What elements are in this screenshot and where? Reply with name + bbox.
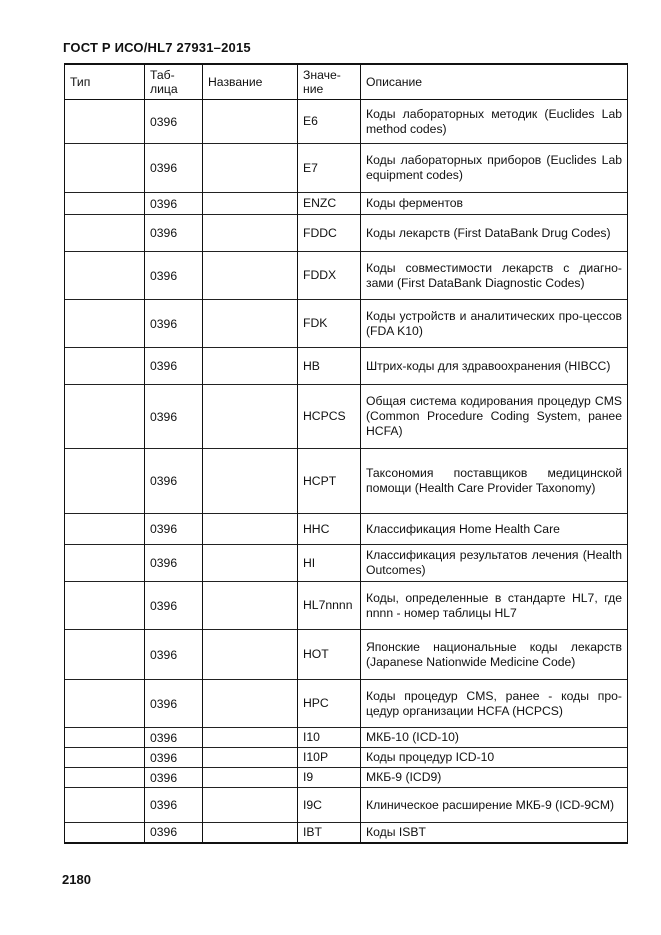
cell-name — [203, 630, 298, 680]
cell-value: I9 — [298, 768, 361, 788]
cell-description: Общая система кодирования процедур CMS (Common Procedure Coding System, ранее HCFA) — [361, 385, 628, 449]
cell-table: 0396 — [145, 728, 203, 748]
cell-table: 0396 — [145, 680, 203, 728]
cell-name — [203, 385, 298, 449]
cell-description: Классификация Home Health Care — [361, 514, 628, 545]
cell-description: Коды ферментов — [361, 193, 628, 215]
page-number: 2180 — [62, 872, 91, 887]
cell-table: 0396 — [145, 348, 203, 385]
cell-value: E6 — [298, 100, 361, 144]
cell-value: E7 — [298, 144, 361, 193]
table-row — [65, 300, 628, 348]
cell-value: FDK — [298, 300, 361, 348]
cell-value: HHC — [298, 514, 361, 545]
column-header-label: Таб- лица — [150, 68, 178, 96]
cell-table: 0396 — [145, 252, 203, 300]
table-row — [65, 514, 628, 545]
cell-value: IBT — [298, 823, 361, 843]
cell-name — [203, 348, 298, 385]
table-row — [65, 545, 628, 582]
column-header-name — [203, 64, 298, 100]
table-header-row — [65, 64, 628, 100]
table-row — [65, 449, 628, 514]
cell-name — [203, 215, 298, 252]
cell-value: HOT — [298, 630, 361, 680]
cell-description: Коды совместимости лекарств с диагно-зами (First DataBank Diagnostic Codes) — [361, 252, 628, 300]
column-header-label: Название — [208, 75, 263, 89]
cell-table: 0396 — [145, 768, 203, 788]
cell-table: 0396 — [145, 215, 203, 252]
cell-type — [65, 215, 145, 252]
table-row — [65, 193, 628, 215]
cell-description: Коды процедур ICD-10 — [361, 748, 628, 768]
cell-name — [203, 100, 298, 144]
cell-type — [65, 385, 145, 449]
cell-table: 0396 — [145, 788, 203, 823]
table-row — [65, 348, 628, 385]
cell-name — [203, 582, 298, 630]
cell-description: Японские национальные коды лекарств (Japanese Nationwide Medicine Code) — [361, 630, 628, 680]
cell-type — [65, 768, 145, 788]
cell-type — [65, 193, 145, 215]
cell-table: 0396 — [145, 748, 203, 768]
table-row — [65, 728, 628, 748]
cell-description: Коды лекарств (First DataBank Drug Codes) — [361, 215, 628, 252]
table-row — [65, 748, 628, 768]
cell-type — [65, 449, 145, 514]
column-header-table — [145, 64, 203, 100]
cell-type — [65, 252, 145, 300]
cell-table: 0396 — [145, 144, 203, 193]
cell-table: 0396 — [145, 100, 203, 144]
cell-type — [65, 748, 145, 768]
cell-name — [203, 144, 298, 193]
cell-value: FDDX — [298, 252, 361, 300]
cell-value: I10 — [298, 728, 361, 748]
table-row — [65, 252, 628, 300]
cell-name — [203, 514, 298, 545]
table-row — [65, 768, 628, 788]
cell-name — [203, 768, 298, 788]
cell-description: Коды ISBT — [361, 823, 628, 843]
column-header-label: Описание — [366, 75, 423, 89]
cell-name — [203, 823, 298, 843]
cell-type — [65, 545, 145, 582]
cell-name — [203, 252, 298, 300]
cell-table: 0396 — [145, 193, 203, 215]
cell-table: 0396 — [145, 630, 203, 680]
table-row — [65, 680, 628, 728]
cell-type — [65, 144, 145, 193]
cell-description: Коды лабораторных методик (Euclides Lab method codes) — [361, 100, 628, 144]
table-row — [65, 215, 628, 252]
cell-type — [65, 788, 145, 823]
cell-description: Коды лабораторных приборов (Euclides Lab equipment codes) — [361, 144, 628, 193]
cell-description: МКБ-9 (ICD9) — [361, 768, 628, 788]
table-row — [65, 582, 628, 630]
cell-table: 0396 — [145, 514, 203, 545]
column-header-value — [298, 64, 361, 100]
table-row — [65, 100, 628, 144]
cell-value: HCPT — [298, 449, 361, 514]
codes-table — [64, 63, 628, 844]
cell-value: HL7nnnn — [298, 582, 361, 630]
cell-description: Таксономия поставщиков медицинской помощи (Health Care Provider Taxonomy) — [361, 449, 628, 514]
cell-table: 0396 — [145, 449, 203, 514]
cell-value: FDDC — [298, 215, 361, 252]
column-header-description — [361, 64, 628, 100]
cell-name — [203, 545, 298, 582]
cell-table: 0396 — [145, 385, 203, 449]
cell-type — [65, 582, 145, 630]
column-header-label: Значе- ние — [303, 68, 341, 96]
cell-value: I9C — [298, 788, 361, 823]
cell-table: 0396 — [145, 582, 203, 630]
table-row — [65, 144, 628, 193]
cell-value: HPC — [298, 680, 361, 728]
cell-type — [65, 100, 145, 144]
cell-description: Коды, определенные в стандарте HL7, где nnnn - номер таблицы HL7 — [361, 582, 628, 630]
cell-description: Клиническое расширение МКБ-9 (ICD-9CM) — [361, 788, 628, 823]
cell-description: Классификация результатов лечения (Health Outcomes) — [361, 545, 628, 582]
cell-description: Штрих-коды для здравоохранения (HIBCC) — [361, 348, 628, 385]
cell-description: Коды процедур CMS, ранее - коды про-цедур организации HCFA (HCPCS) — [361, 680, 628, 728]
cell-description: Коды устройств и аналитических про-цессов (FDA K10) — [361, 300, 628, 348]
document-header: ГОСТ Р ИСО/HL7 27931–2015 — [63, 40, 251, 55]
cell-description: МКБ-10 (ICD-10) — [361, 728, 628, 748]
cell-type — [65, 680, 145, 728]
cell-table: 0396 — [145, 300, 203, 348]
cell-type — [65, 348, 145, 385]
cell-type — [65, 728, 145, 748]
cell-value: HB — [298, 348, 361, 385]
cell-value: HCPCS — [298, 385, 361, 449]
cell-type — [65, 630, 145, 680]
cell-name — [203, 193, 298, 215]
cell-name — [203, 449, 298, 514]
cell-name — [203, 748, 298, 768]
cell-type — [65, 514, 145, 545]
column-header-type — [65, 64, 145, 100]
table-row — [65, 630, 628, 680]
cell-name — [203, 680, 298, 728]
cell-name — [203, 300, 298, 348]
column-header-label: Тип — [70, 75, 91, 89]
cell-type — [65, 300, 145, 348]
cell-type — [65, 823, 145, 843]
cell-name — [203, 788, 298, 823]
cell-value: HI — [298, 545, 361, 582]
cell-name — [203, 728, 298, 748]
cell-value: I10P — [298, 748, 361, 768]
table-row — [65, 385, 628, 449]
table-row — [65, 788, 628, 823]
cell-value: ENZC — [298, 193, 361, 215]
cell-table: 0396 — [145, 545, 203, 582]
cell-table: 0396 — [145, 823, 203, 843]
table-row — [65, 823, 628, 843]
